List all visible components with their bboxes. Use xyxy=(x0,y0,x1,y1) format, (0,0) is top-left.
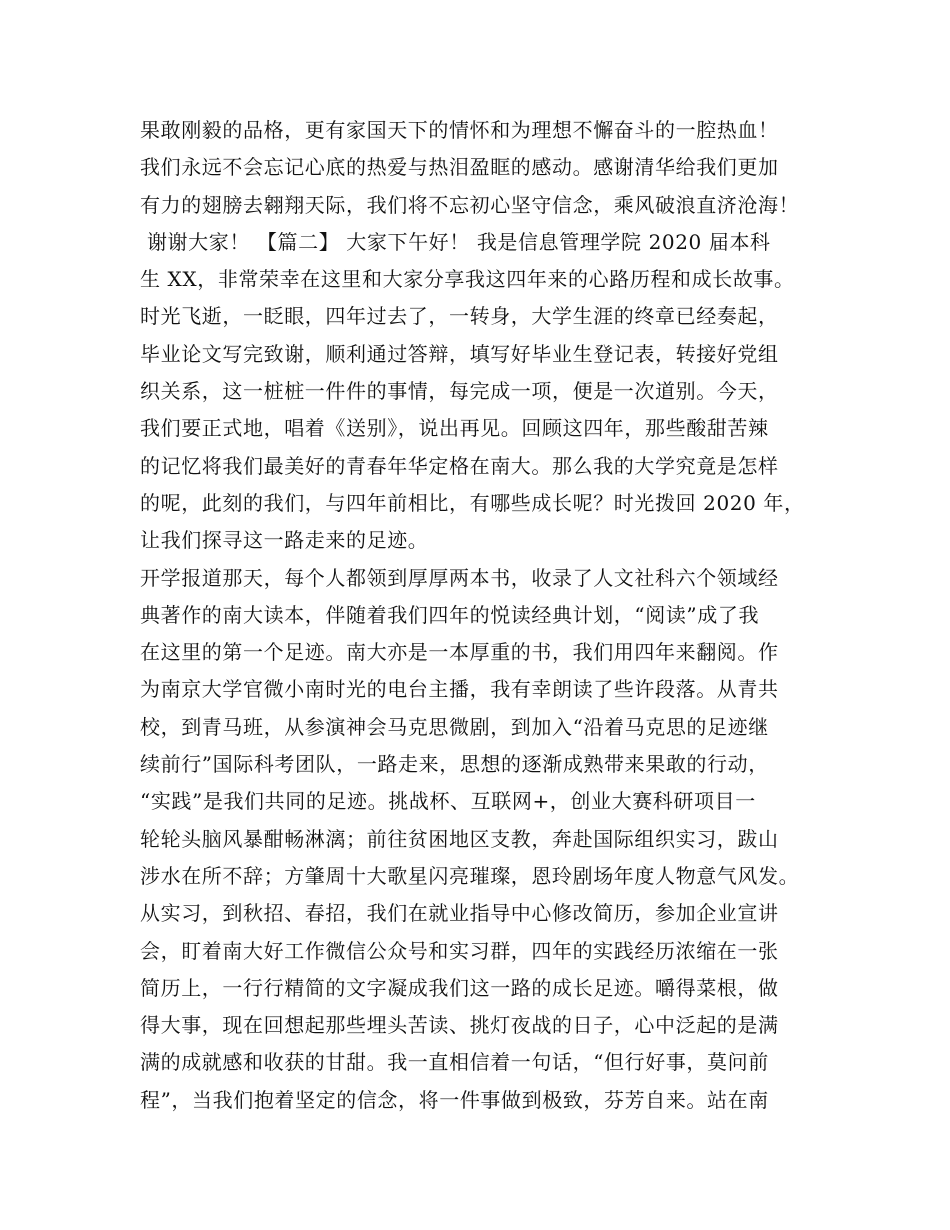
text-line: 我们永远不会忘记心底的热爱与热泪盈眶的感动。感谢清华给我们更加 xyxy=(140,155,779,180)
text-line: 涉水在所不辞；方肇周十大歌星闪亮璀璨，恩玲剧场年度人物意气风发。 xyxy=(140,863,800,888)
text-line: 典著作的南大读本，伴随着我们四年的悦读经典计划，“阅读”成了我 xyxy=(140,602,760,627)
text-line: 会，盯着南大好工作微信公众号和实习群，四年的实践经历浓缩在一张 xyxy=(140,938,779,963)
body-text xyxy=(140,112,840,1119)
text-line: 续前行”国际科考团队，一路走来，思想的逐渐成熟带来果敢的行动， xyxy=(140,752,769,777)
text-line: 的呢，此刻的我们，与四年前相比，有哪些成长呢？时光拨回 2020 年， xyxy=(140,490,805,515)
text-line: 果敢刚毅的品格，更有家国天下的情怀和为理想不懈奋斗的一腔热血！ xyxy=(140,118,779,142)
text-line: 在这里的第一个足迹。南大亦是一本厚重的书，我们用四年来翻阅。作 xyxy=(140,640,779,665)
text-line: 为南京大学官微小南时光的电台主播，我有幸朗读了些许段落。从青共 xyxy=(140,677,779,702)
text-line: 时光飞逝，一眨眼，四年过去了，一转身，大学生涯的终章已经奏起， xyxy=(140,304,779,329)
text-line: 满的成就感和收获的甘甜。我一直相信着一句话，“但行好事，莫问前 xyxy=(140,1050,769,1075)
text-line: 的记忆将我们最美好的青春年华定格在南大。那么我的大学究竟是怎样 xyxy=(140,453,779,478)
text-line: 让我们探寻这一路走来的足迹。 xyxy=(140,528,429,553)
text-line: 简历上，一行行精简的文字凝成我们这一路的成长足迹。嚼得菜根，做 xyxy=(140,975,779,1000)
text-line: 谢谢大家！ 【篇二】 大家下午好！ 我是信息管理学院 2020 届本科 xyxy=(140,229,771,254)
text-line: 程”，当我们抱着坚定的信念，将一件事做到极致，芬芳自来。站在南 xyxy=(140,1087,769,1112)
text-line: 有力的翅膀去翱翔天际，我们将不忘初心坚守信念，乘风破浪直济沧海！ xyxy=(140,192,800,217)
text-line: 毕业论文写完致谢，顺利通过答辩，填写好毕业生登记表，转接好党组 xyxy=(140,341,779,366)
text-line: 我们要正式地，唱着《送别》，说出再见。回顾这四年，那些酸甜苦辣 xyxy=(140,416,769,441)
text-line: 从实习，到秋招、春招，我们在就业指导中心修改简历，参加企业宣讲 xyxy=(140,901,779,926)
text-line: 织关系，这一桩桩一件件的事情，每完成一项，便是一次道别。今天， xyxy=(140,379,779,404)
text-line: 轮轮头脑风暴酣畅淋漓；前往贫困地区支教，奔赴国际组织实习，跋山 xyxy=(140,826,779,851)
text-line: 生 XX，非常荣幸在这里和大家分享我这四年来的心路历程和成长故事。 xyxy=(140,267,795,292)
text-line: 校，到青马班，从参演神会马克思微剧，到加入“沿着马克思的足迹继 xyxy=(140,714,769,739)
text-line: 开学报道那天，每个人都领到厚厚两本书，收录了人文社科六个领域经 xyxy=(140,565,779,590)
text-line: “实践”是我们共同的足迹。挑战杯、互联网+，创业大赛科研项目一 xyxy=(140,789,756,814)
text-line: 得大事，现在回想起那些埋头苦读、挑灯夜战的日子，心中泛起的是满 xyxy=(140,1013,779,1038)
